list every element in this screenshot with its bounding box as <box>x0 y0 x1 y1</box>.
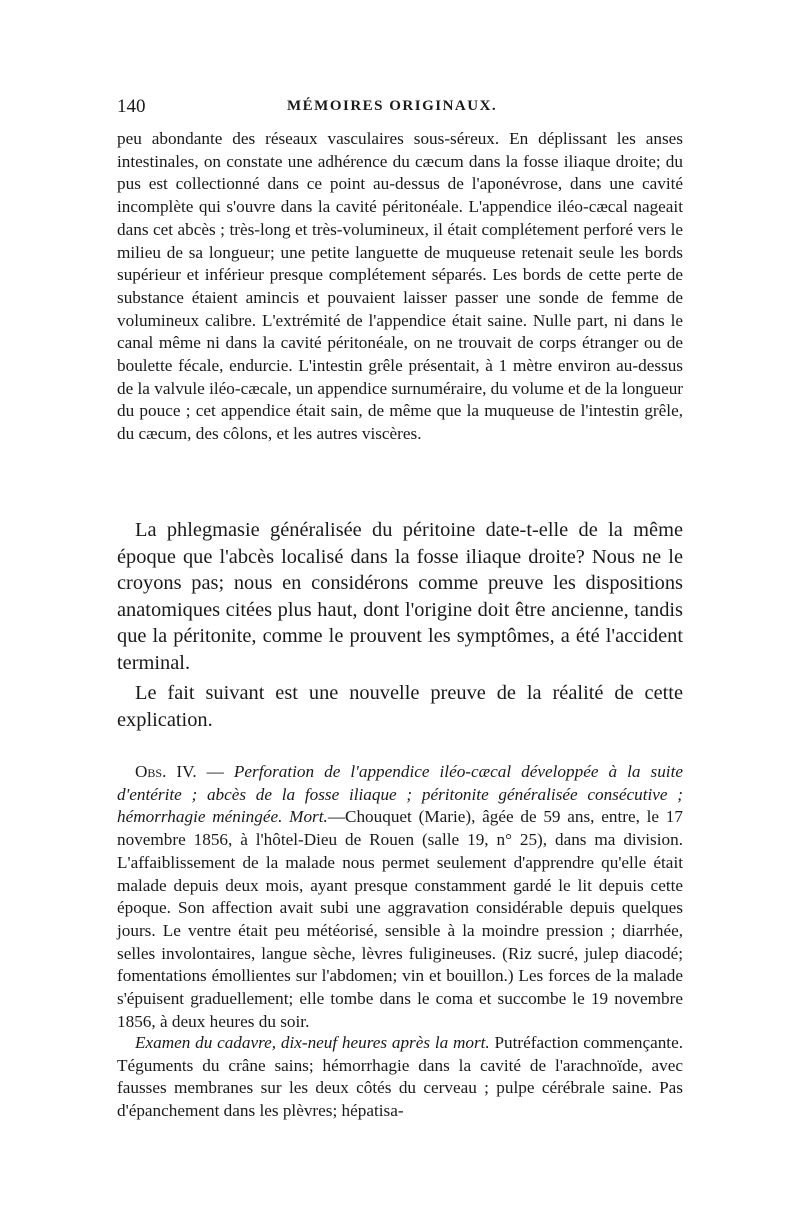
observation-label: Obs. IV. <box>135 762 197 781</box>
autopsy-heading: Examen du cadavre, dix-neuf heures après la mort. <box>135 1033 490 1052</box>
body-paragraph-1: peu abondante des réseaux vasculaires sous-séreux. En déplissant les anses intestinales, on constate une adhérence du cæcum dans la fosse iliaque droite; du pus est collectionné dans ce point au-dessus de l'aponévrose, dans une cavité incomplète qui s'ouvre dans la cavité péritonéale. L'appendice iléo-cæcal nageait dans cet abcès ; très-long et très-volumineux, il était complétement perforé vers le milieu de sa longueur; une petite languette de muqueuse retenait seule les bords supérieur et inférieur presque complétement séparés. Les bords de cette perte de substance étaient amincis et pouvaient laisser passer une sonde de femme de volumineux calibre. L'extrémité de l'appendice était saine. Nulle part, ni dans le canal même ni dans la cavité péritonéale, on ne trouvait de corps étranger ou de boulette fécale, endurcie. L'intestin grêle présentait, à 1 mètre environ au-dessus de la valvule iléo-cæcale, un appendice surnuméraire, du volume et de la longueur du pouce ; cet appendice était sain, de même que la muqueuse de l'intestin grêle, du cæcum, des côlons, et les autres viscères. <box>117 129 684 444</box>
autopsy-text: Putréfaction commençante. Téguments du crâne sains; hémorrhagie dans la cavité de l'arachnoïde, avec fausses membranes sur les deux côtés du cerveau ; pulpe cérébrale saine. Pas d'épanchement dans les plèvres; hépatisa- <box>117 1033 683 1121</box>
autopsy-paragraph <box>117 1032 683 1123</box>
body-paragraph-2: La phlegmasie généralisée du péritoine date-t-elle de la même époque que l'abcès localisé dans la fosse iliaque droite? Nous ne le croyons pas; nous en considérons comme preuve les dispositions anatomiques citées plus haut, dont l'origine doit être ancienne, tandis que la péritonite, comme le prouvent les symptômes, a été l'accident terminal. <box>117 519 683 674</box>
observation-dash: — <box>196 762 234 781</box>
observation-paragraph <box>117 761 683 1033</box>
observation-title: Perforation de l'appendice iléo-cæcal développée à la suite d'entérite ; abcès de la fosse iliaque ; péritonite généralisée consécutive ; hémorrhagie méningée. Mort. <box>117 762 683 827</box>
body-paragraph-3: Le fait suivant est une nouvelle preuve de la réalité de cette explication. <box>117 682 683 731</box>
page-header <box>117 96 683 126</box>
running-head: MÉMOIRES ORIGINAUX. <box>287 98 498 114</box>
observation-text: —Chouquet (Marie), âgée de 59 ans, entre, le 17 novembre 1856, à l'hôtel-Dieu de Rouen (salle 19, n° 25), dans ma division. L'affaiblissement de la malade nous permet seulement d'apprendre qu'elle était malade depuis deux mois, ayant presque constamment gardé le lit depuis cette époque. Son affection avait subi une aggravation considérable depuis quelques jours. Le ventre était peu météorisé, sensible à la moindre pression ; diarrhée, selles involontaires, langue sèche, lèvres fuligineuses. (Riz sucré, julep diacodé; fomentations émollientes sur l'abdomen; vin et bouillon.) Les forces de la malade s'épuisent graduellement; elle tombe dans le coma et succombe le 19 novembre 1856, à deux heures du soir. <box>117 807 683 1031</box>
page-number: 140 <box>117 96 146 117</box>
